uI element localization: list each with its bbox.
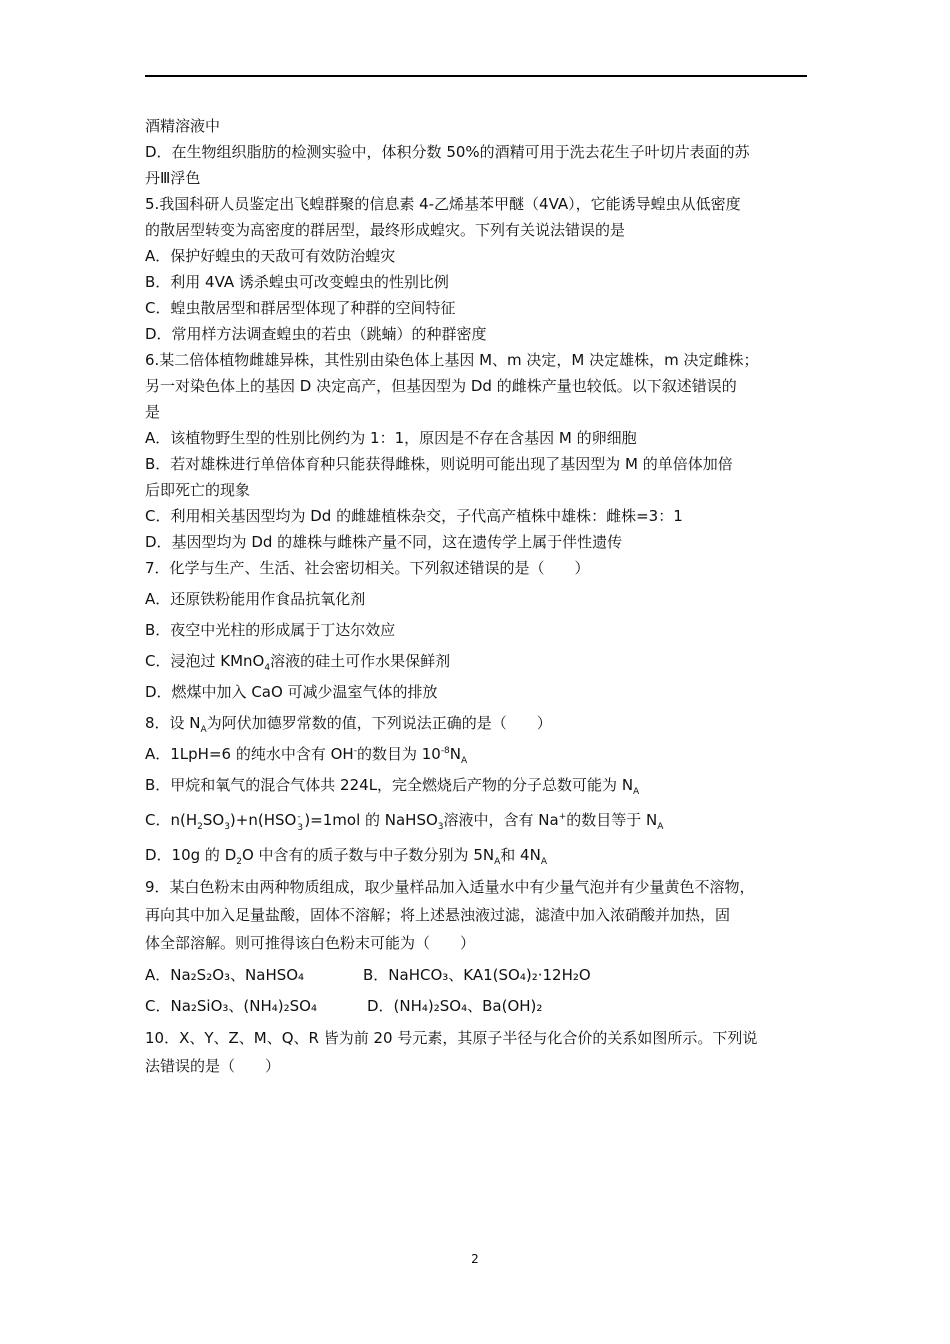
option-a: A．Na₂S₂O₃、NaHSO₄ xyxy=(145,966,305,984)
document-body xyxy=(145,113,817,1080)
option-d: D．常用样方法调查蝗虫的若虫（跳蝻）的种群密度 xyxy=(145,325,487,343)
header-rule xyxy=(145,75,807,77)
question-5-stem: 5.我国科研人员鉴定出飞蝗群聚的信息素 4-乙烯基苯甲醚（4VA），它能诱导蝗虫从低密度 xyxy=(145,195,741,213)
question-7-stem: 7．化学与生产、生活、社会密切相关。下列叙述错误的是（ ） xyxy=(145,559,590,577)
text-line: D．在生物组织脂肪的检测实验中，体积分数 50%的酒精可用于洗去花生子叶切片表面的苏 xyxy=(145,143,750,161)
option-a: A．1LpH=6 的纯水中含有 OH-的数目为 $10^{-8}N_A$ xyxy=(145,745,468,766)
question-10-stem: 法错误的是（ ） xyxy=(145,1057,281,1075)
question-9-stem: 再向其中加入足量盐酸，固体不溶解；将上述悬浊液过滤，滤渣中加入浓硝酸并加热，固 xyxy=(145,906,731,924)
option-d: D．基因型均为 Dd 的雄株与雌株产量不同，这在遗传学上属于伴性遗传 xyxy=(145,533,623,551)
option-c: C．利用相关基因型均为 Dd 的雌雄植株杂交，子代高产植株中雄株：雌株=3：1 xyxy=(145,507,683,525)
option-c: C．$n(H_2SO_3)+n(HSO$ - 3 )=1mol 的 NaHSO$_3$溶液中，含有 Na+的数目等于 $N_A$ xyxy=(145,811,664,833)
option-b-cont: 后即死亡的现象 xyxy=(145,481,251,499)
option-c: C．蝗虫散居型和群居型体现了种群的空间特征 xyxy=(145,299,456,317)
question-5-stem: 的散居型转变为高密度的群居型，最终形成蝗灾。下列有关说法错误的是 xyxy=(145,221,626,239)
option-d: D．10g 的 $D_2O$ 中含有的质子数与中子数分别为 $5N_A$和 $4N_A$ xyxy=(145,846,547,867)
option-b: B．NaHCO₃、KA1(SO₄)₂·12H₂O xyxy=(363,966,591,984)
question-6-stem: 是 xyxy=(145,403,161,421)
option-b: B．甲烷和氧气的混合气体共 224L，完全燃烧后产物的分子总数可能为 $N_A$ xyxy=(145,776,640,797)
question-10-stem: 10．X、Y、Z、M、Q、R 皆为前 20 号元素，其原子半径与化合价的关系如图所示。下列说 xyxy=(145,1029,758,1047)
question-6-stem: 6.某二倍体植物雌雄异株，其性别由染色体上基因 M、m 决定，M 决定雄株，m 决定雌株； xyxy=(145,351,759,369)
option-c: C．Na₂SiO₃、(NH₄)₂SO₄ xyxy=(145,997,317,1015)
text-line: 酒精溶液中 xyxy=(145,117,221,135)
text-line: 丹Ⅲ浮色 xyxy=(145,169,201,187)
question-9-stem: 9．某白色粉末由两种物质组成，取少量样品加入适量水中有少量气泡并有少量黄色不溶物， xyxy=(145,878,755,896)
option-d: D．(NH₄)₂SO₄、Ba(OH)₂ xyxy=(367,997,543,1015)
question-6-stem: 另一对染色体上的基因 D 决定高产，但基因型为 Dd 的雌株产量也较低。以下叙述错误的 xyxy=(145,377,737,395)
question-9-stem: 体全部溶解。则可推得该白色粉末可能为（ ） xyxy=(145,934,476,952)
option-a: A．还原铁粉能用作食品抗氧化剂 xyxy=(145,590,366,608)
option-c: C．浸泡过 KMnO$_4$溶液的硅土可作水果保鲜剂 xyxy=(145,652,451,673)
option-b: B．夜空中光柱的形成属于丁达尔效应 xyxy=(145,621,396,639)
question-8-stem: 8．设 $N_A$为阿伏加德罗常数的值，下列说法正确的是（ ） xyxy=(145,714,552,735)
option-a: A．保护好蝗虫的天敌可有效防治蝗灾 xyxy=(145,247,396,265)
page-number: 2 xyxy=(471,1252,479,1266)
option-a: A．该植物野生型的性别比例约为 1：1，原因是不存在含基因 M 的卵细胞 xyxy=(145,429,637,447)
options-ab xyxy=(145,962,817,988)
option-b: B．利用 4VA 诱杀蝗虫可改变蝗虫的性别比例 xyxy=(145,273,449,291)
option-d: D．燃煤中加入 CaO 可减少温室气体的排放 xyxy=(145,683,438,701)
option-b: B．若对雄株进行单倍体育种只能获得雌株，则说明可能出现了基因型为 M 的单倍体加倍 xyxy=(145,455,733,473)
options-cd xyxy=(145,993,817,1019)
